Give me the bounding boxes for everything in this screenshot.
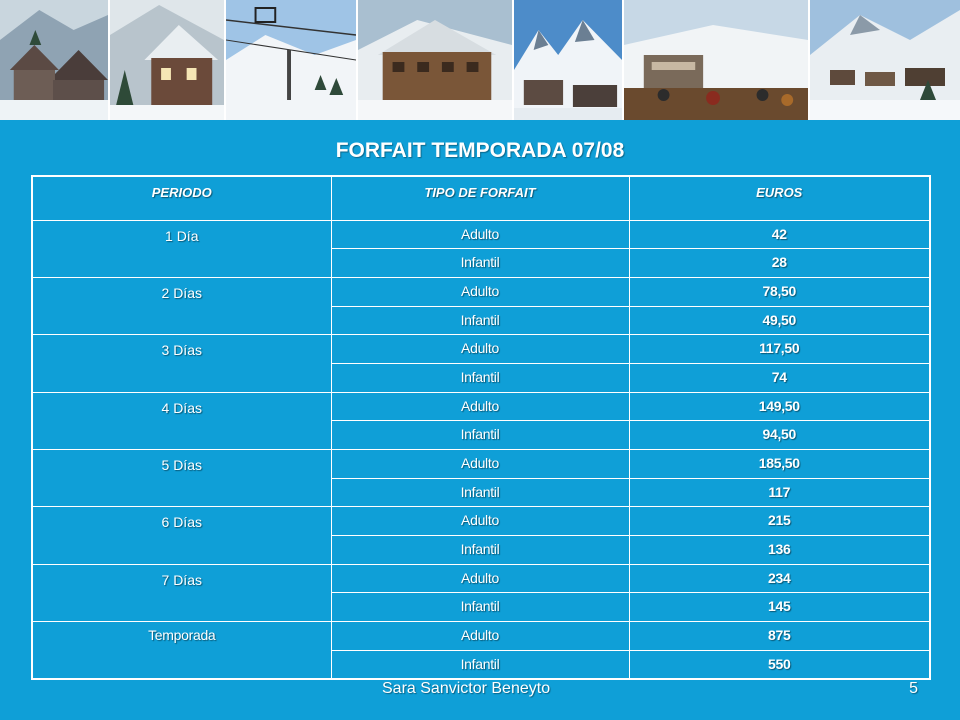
price-cell: 74	[629, 363, 930, 392]
header-periodo: PERIODO	[32, 176, 331, 220]
price-cell: 42	[629, 220, 930, 249]
price-cell: 234	[629, 564, 930, 593]
table-header-row	[32, 176, 930, 220]
type-cell: Adulto	[331, 622, 629, 651]
price-cell: 550	[629, 650, 930, 679]
type-cell: Infantil	[331, 593, 629, 622]
type-cell: Adulto	[331, 220, 629, 249]
table-row	[32, 507, 930, 536]
period-cell: 4 Días	[32, 392, 331, 449]
price-cell: 117,50	[629, 335, 930, 364]
type-cell: Infantil	[331, 650, 629, 679]
page-number: 5	[909, 680, 918, 697]
price-cell: 145	[629, 593, 930, 622]
price-cell: 875	[629, 622, 930, 651]
chairlift-photo	[226, 0, 358, 120]
type-cell: Adulto	[331, 335, 629, 364]
slide-title: FORFAIT TEMPORADA 07/08	[335, 139, 625, 162]
price-table	[31, 175, 931, 680]
price-cell: 94,50	[629, 421, 930, 450]
price-cell: 215	[629, 507, 930, 536]
type-cell: Adulto	[331, 507, 629, 536]
snowy-village-photo	[0, 0, 110, 120]
period-cell: 1 Día	[32, 220, 331, 277]
table-row	[32, 220, 930, 249]
mountain-hotel-photo	[358, 0, 514, 120]
type-cell: Adulto	[331, 450, 629, 479]
chalet-photo	[110, 0, 226, 120]
peaks-photo	[514, 0, 624, 120]
type-cell: Adulto	[331, 564, 629, 593]
header-euros: EUROS	[629, 176, 930, 220]
type-cell: Infantil	[331, 478, 629, 507]
period-cell: 3 Días	[32, 335, 331, 392]
price-cell: 49,50	[629, 306, 930, 335]
author-name: Sara Sanvictor Beneyto	[382, 680, 551, 697]
price-cell: 78,50	[629, 277, 930, 306]
type-cell: Infantil	[331, 421, 629, 450]
slide-footer	[0, 680, 960, 706]
type-cell: Adulto	[331, 392, 629, 421]
type-cell: Infantil	[331, 363, 629, 392]
type-cell: Adulto	[331, 277, 629, 306]
price-cell: 185,50	[629, 450, 930, 479]
period-cell: 7 Días	[32, 564, 331, 621]
period-cell: 5 Días	[32, 450, 331, 507]
price-cell: 149,50	[629, 392, 930, 421]
table-row	[32, 450, 930, 479]
table-row	[32, 335, 930, 364]
period-cell: 6 Días	[32, 507, 331, 564]
price-cell: 117	[629, 478, 930, 507]
type-cell: Infantil	[331, 306, 629, 335]
table-row	[32, 564, 930, 593]
period-cell: Temporada	[32, 622, 331, 679]
table-row	[32, 392, 930, 421]
header-tipo-forfait: TIPO DE FORFAIT	[331, 176, 629, 220]
valley-photo	[810, 0, 960, 120]
type-cell: Infantil	[331, 536, 629, 565]
price-cell: 28	[629, 249, 930, 278]
price-cell: 136	[629, 536, 930, 565]
table-row	[32, 622, 930, 651]
type-cell: Infantil	[331, 249, 629, 278]
period-cell: 2 Días	[32, 277, 331, 334]
photo-banner	[0, 0, 960, 120]
terrace-photo	[624, 0, 810, 120]
table-row	[32, 277, 930, 306]
